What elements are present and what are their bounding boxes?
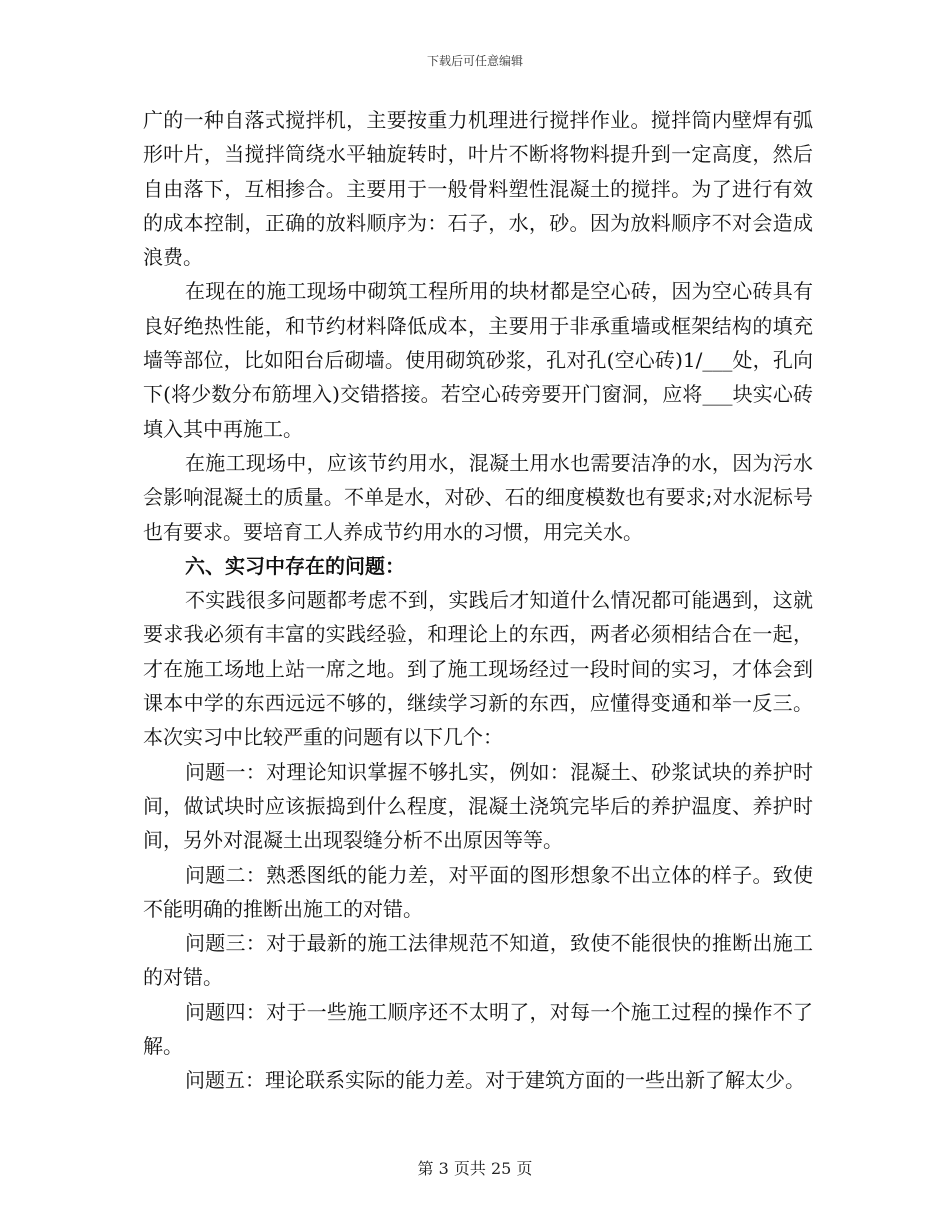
document-body bbox=[143, 103, 813, 1098]
paragraph-problem-four: 问题四：对于一些施工顺序还不太明了，对每一个施工过程的操作不了解。 bbox=[143, 999, 813, 1059]
page-header: 下载后可任意编辑 bbox=[426, 54, 523, 68]
paragraph-problem-three: 问题三：对于最新的施工法律规范不知道，致使不能很快的推断出施工的对错。 bbox=[143, 931, 813, 990]
paragraph-problem-one: 问题一：对理论知识掌握不够扎实，例如：混凝土、砂浆试块的养护时间，做试块时应该振捣到什么程度，混凝土浇筑完毕后的养护温度、养护时间，另外对混凝土出现裂缝分析不出原因等等。 bbox=[143, 759, 813, 853]
paragraph-mixer: 广的一种自落式搅拌机，主要按重力机理进行搅拌作业。搅拌筒内壁焊有弧形叶片，当搅拌筒绕水平轴旋转时，叶片不断将物料提升到一定高度，然后自由落下，互相掺合。主要用于一般骨料塑性混凝土的搅拌。为了进行有效的成本控制，正确的放料顺序为：石子，水，砂。因为放料顺序不对会造成浪费。 bbox=[143, 108, 813, 270]
page-footer: 第 3 页共 25 页 bbox=[417, 1159, 533, 1178]
paragraph-hollow-brick: 在现在的施工现场中砌筑工程所用的块材都是空心砖，因为空心砖具有良好绝热性能，和节约材料降低成本，主要用于非承重墙或框架结构的填充墙等部位，比如阳台后砌墙。使用砌筑砂浆，孔对孔(空心砖)1/___处，孔向下(将少数分布筋埋入)交错搭接。若空心砖旁要开门窗洞，应将___块实心砖填入其中再施工。 bbox=[143, 279, 813, 441]
paragraph-practice-intro: 不实践很多问题都考虑不到，实践后才知道什么情况都可能遇到，这就要求我必须有丰富的实践经验，和理论上的东西，两者必须相结合在一起，才在施工场地上站一席之地。到了施工现场经过一段时间的实习，才体会到课本中学的东西远远不够的，继续学习新的东西，应懂得变通和举一反三。本次实习中比较严重的问题有以下几个： bbox=[143, 588, 813, 750]
paragraph-problem-five: 问题五：理论联系实际的能力差。对于建筑方面的一些出新了解太少。 bbox=[185, 1068, 805, 1093]
paragraph-problem-two: 问题二：熟悉图纸的能力差，对平面的图形想象不出立体的样子。致使不能明确的推断出施工的对错。 bbox=[143, 862, 813, 921]
section-heading-problems: 六、实习中存在的问题： bbox=[185, 553, 405, 578]
paragraph-water-saving: 在施工现场中，应该节约用水，混凝土用水也需要洁净的水，因为污水会影响混凝土的质量。不单是水，对砂、石的细度模数也有要求;对水泥标号也有要求。要培育工人养成节约用水的习惯，用完关水。 bbox=[143, 450, 813, 544]
